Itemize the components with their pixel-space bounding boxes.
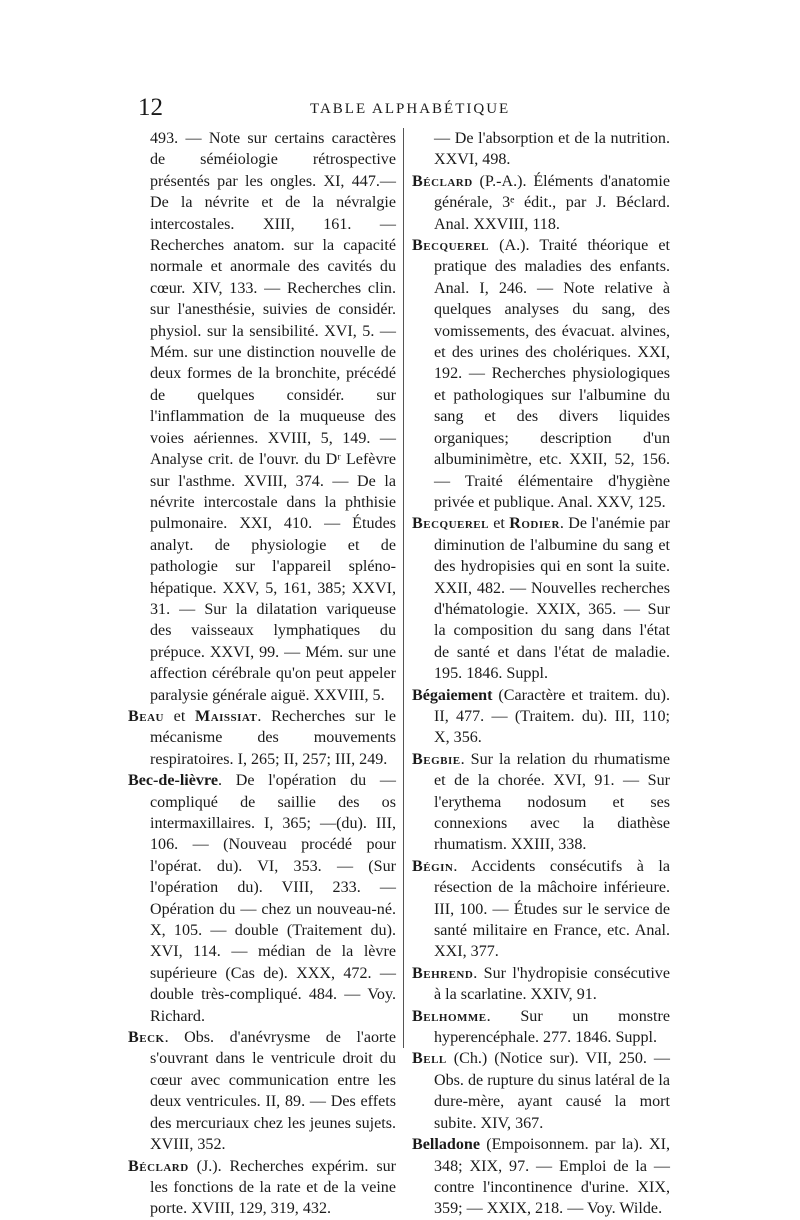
entry-headword: Belladone: [412, 1136, 480, 1154]
entry-text: (P.-A.). Éléments d'anatomie générale, 3ᵉ édit., par J. Béclard. Anal. XXVIII, 118.: [434, 172, 670, 233]
index-entry: [412, 1134, 670, 1220]
entry-headword: Behrend: [412, 964, 474, 982]
entry-headword: Begbie: [412, 750, 461, 768]
index-entry: [412, 235, 670, 513]
entry-joiner: et: [488, 515, 510, 533]
entry-headword: Becquerel: [412, 237, 489, 255]
entry-text: . Sur un monstre hyperencéphale. 277. 1846. Suppl.: [434, 1007, 670, 1047]
entry-text: (J.). Recherches expérim. sur les fonctions de la rate et de la veine porte. XVIII, 129, 319, 432.: [150, 1157, 396, 1218]
entry-headword: Béclard: [412, 172, 473, 190]
entry-headword: Belhomme: [412, 1007, 487, 1025]
index-entry: [128, 770, 396, 1027]
entry-headword: Bégin: [412, 857, 454, 875]
entry-text: . De l'anémie par diminution de l'albumine du sang et des hydropisies qui en sont la suite. XXII, 482. — Nouvelles recherches d'hématologie. XXIX, 365. — Sur la composition du sang dans l'état de santé et dans l'état de maladie. 195. 1846. Suppl.: [434, 515, 670, 683]
entry-text: (Ch.) (Notice sur). VII, 250. — Obs. de rupture du sinus latéral de la dure-mère, ayant causé la mort subite. XIV, 367.: [434, 1050, 670, 1132]
index-entry: [128, 706, 396, 770]
index-entry: [412, 513, 670, 684]
index-entry: [412, 685, 670, 749]
index-entry: [412, 856, 670, 963]
entry-joiner: et: [163, 707, 195, 725]
entry-text: (A.). Traité théorique et pratique des maladies des enfants. Anal. I, 246. — Note relative à quelques analyses du sang, des vomissements, des évacuat. alvines, et des urines des cholériques. XXI, 192. — Recherches physiologiques et pathologiques sur l'albumine du sang et des divers liquides organiques; description d'un albuminimètre, etc. XXII, 52, 156. — Traité élémentaire d'hygiène privée et publique. Anal. XXV, 125.: [434, 237, 670, 511]
index-entry: [412, 128, 670, 171]
entry-headword: Bec-de-lièvre: [128, 772, 218, 790]
index-column-left: [128, 128, 396, 1220]
index-entry: [412, 171, 670, 235]
entry-text: — De l'absorption et de la nutrition. XXVI, 498.: [434, 130, 670, 169]
index-entry: [412, 963, 670, 1006]
index-column-right: [412, 128, 670, 1220]
entry-coauthor: Rodier: [509, 515, 560, 533]
entry-text: . Accidents consécutifs à la résection de la mâchoire inférieure. III, 100. — Études sur le service de santé militaire en France, etc. Anal. XXI, 377.: [434, 857, 670, 961]
entry-text: (Caractère et traitem. du). II, 477. — (Traitem. du). III, 110; X, 356.: [434, 686, 670, 747]
entry-headword: Béclard: [128, 1157, 189, 1175]
entry-headword: Beau: [128, 707, 164, 725]
index-entry: [128, 1027, 396, 1155]
index-entry: [128, 1156, 396, 1220]
entry-headword: Bell: [412, 1050, 447, 1068]
entry-headword: Bégaiement: [412, 686, 493, 704]
entry-text: . Sur la relation du rhumatisme et de la chorée. XVI, 91. — Sur l'erythema nodosum et ses connexions avec la diathèse rhumatism. XXIII, 338.: [434, 750, 670, 854]
index-entry: [128, 128, 396, 706]
column-divider: [403, 128, 404, 1048]
entry-text: . De l'opération du — compliqué de saillie des os intermaxillaires. I, 365; —(du). III, 106. — (Nouveau procédé pour l'opérat. du). VI, 353. — (Sur l'opération du). VIII, 233. — Opération du — chez un nouveau-né. X, 105. — double (Traitement du). XVI, 114. — médian de la lèvre supérieure (Cas de). XXX, 472. — double très-compliqué. 484. — Voy. Richard.: [150, 772, 396, 1025]
entry-coauthor: Maissiat: [195, 707, 258, 725]
entry-text: . Recherches sur le mécanisme des mouvements respiratoires. I, 265; II, 257; III, 249.: [150, 707, 396, 768]
entry-text: (Empoisonnem. par la). XI, 348; XIX, 97. — Emploi de la — contre l'incontinence d'urine. XIX, 359; — XXIX, 218. — Voy. Wilde.: [434, 1136, 670, 1218]
entry-text: . Sur l'hydropisie consécutive à la scarlatine. XXIV, 91.: [434, 964, 670, 1004]
index-entry: [412, 1048, 670, 1134]
entry-headword: Becquerel: [412, 515, 489, 533]
index-entry: [412, 749, 670, 856]
running-title: TABLE ALPHABÉTIQUE: [310, 101, 511, 117]
entry-headword: Beck: [128, 1029, 165, 1047]
page-number: 12: [138, 94, 163, 121]
entry-text: . Obs. d'anévrysme de l'aorte s'ouvrant dans le ventricule droit du cœur avec communication entre les deux ventricules. II, 89. — Des effets des mercuriaux chez les jeunes sujets. XVIII, 352.: [150, 1029, 396, 1154]
index-entry: [412, 1006, 670, 1049]
entry-text: 493. — Note sur certains caractères de séméiologie rétrospective présentés par les ongles. XI, 447.— De la névrite et de la névralgie intercostales. XIII, 161. — Recherches anatom. sur la capacité normale et anormale des cavités du cœur. XIV, 133. — Recherches clin. sur l'anesthésie, suivies de considér. physiol. sur la sensibilité. XVI, 5. — Mém. sur une distinction nouvelle de deux formes de la bronchite, précédé de quelques considér. sur l'inflammation de la muqueuse des voies aériennes. XVIII, 5, 149. — Analyse crit. de l'ouvr. du Dʳ Lefèvre sur l'asthme. XVIII, 374. — De la névrite intercostale dans la phthisie pulmonaire. XXI, 410. — Études analyt. de physiologie et de pathologie sur l'appareil spléno-hépatique. XXV, 5, 161, 385; XXVI, 31. — Sur la dilatation variqueuse des vaisseaux lymphatiques du prépuce. XXVI, 99. — Mém. sur une affection cérébrale qu'on peut appeler paralysie générale aiguë. XXVIII, 5.: [150, 130, 396, 704]
